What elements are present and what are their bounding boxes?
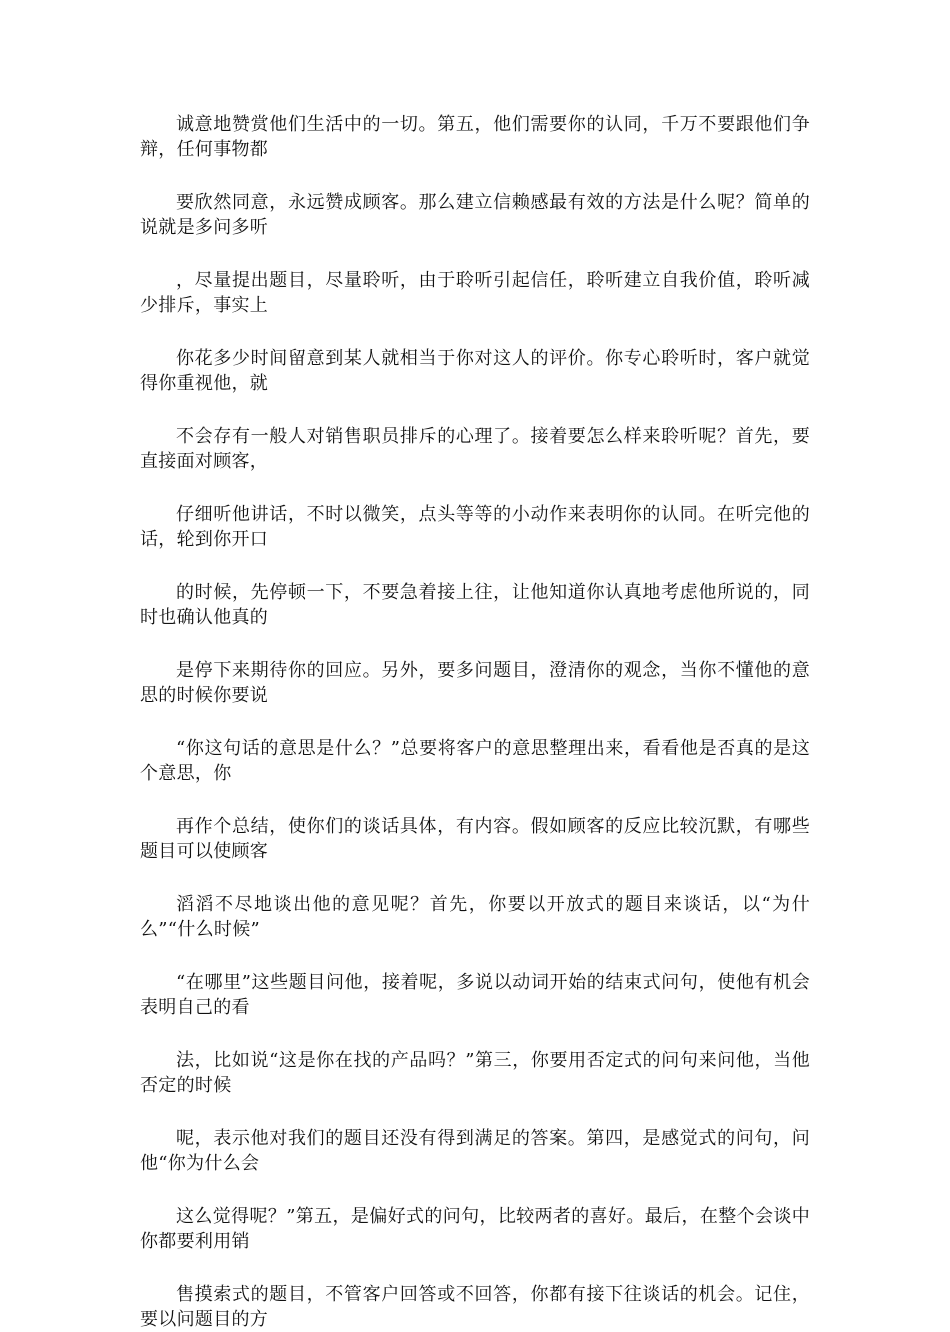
paragraph-2: 要欣然同意，永远赞成顾客。那么建立信赖感最有效的方法是什么呢？简单的说就是多问多听 bbox=[140, 192, 810, 238]
paragraph-10: 再作个总结，使你们的谈话具体，有内容。假如顾客的反应比较沉默，有哪些题目可以使顾客 bbox=[140, 816, 810, 862]
paragraph-16: 售摸索式的题目，不管客户回答或不回答，你都有接下往谈话的机会。记住，要以问题目的方 bbox=[140, 1284, 810, 1330]
paragraph-13: 法，比如说“这是你在找的产品吗？”第三，你要用否定式的问句来问他，当他否定的时候 bbox=[140, 1050, 810, 1096]
paragraph-15: 这么觉得呢？”第五，是偏好式的问句，比较两者的喜好。最后，在整个会谈中你都要利用销 bbox=[140, 1206, 810, 1252]
paragraph-11: 滔滔不尽地谈出他的意见呢？首先，你要以开放式的题目来谈话，以“为什么”“什么时候” bbox=[140, 894, 810, 940]
paragraph-3: ，尽量提出题目，尽量聆听，由于聆听引起信任，聆听建立自我价值，聆听减少排斥，事实上 bbox=[140, 270, 810, 316]
paragraph-9: “你这句话的意思是什么？”总要将客户的意思整理出来，看看他是否真的是这个意思，你 bbox=[140, 738, 810, 784]
paragraph-8: 是停下来期待你的回应。另外，要多问题目，澄清你的观念，当你不懂他的意思的时候你要说 bbox=[140, 660, 810, 706]
paragraph-14: 呢，表示他对我们的题目还没有得到满足的答案。第四，是感觉式的问句，问他“你为什么会 bbox=[140, 1128, 810, 1174]
paragraph-7: 的时候，先停顿一下，不要急着接上往，让他知道你认真地考虑他所说的，同时也确认他真的 bbox=[140, 582, 810, 628]
paragraph-4: 你花多少时间留意到某人就相当于你对这人的评价。你专心聆听时，客户就觉得你重视他，就 bbox=[140, 348, 810, 394]
paragraph-1: 诚意地赞赏他们生活中的一切。第五，他们需要你的认同，千万不要跟他们争辩，任何事物都 bbox=[140, 114, 810, 160]
paragraph-12: “在哪里”这些题目问他，接着呢，多说以动词开始的结束式问句，使他有机会表明自己的看 bbox=[140, 972, 810, 1018]
paragraph-6: 仔细听他讲话，不时以微笑，点头等等的小动作来表明你的认同。在听完他的话，轮到你开口 bbox=[140, 504, 810, 550]
paragraph-5: 不会存有一般人对销售职员排斥的心理了。接着要怎么样来聆听呢？首先，要直接面对顾客， bbox=[140, 426, 810, 472]
